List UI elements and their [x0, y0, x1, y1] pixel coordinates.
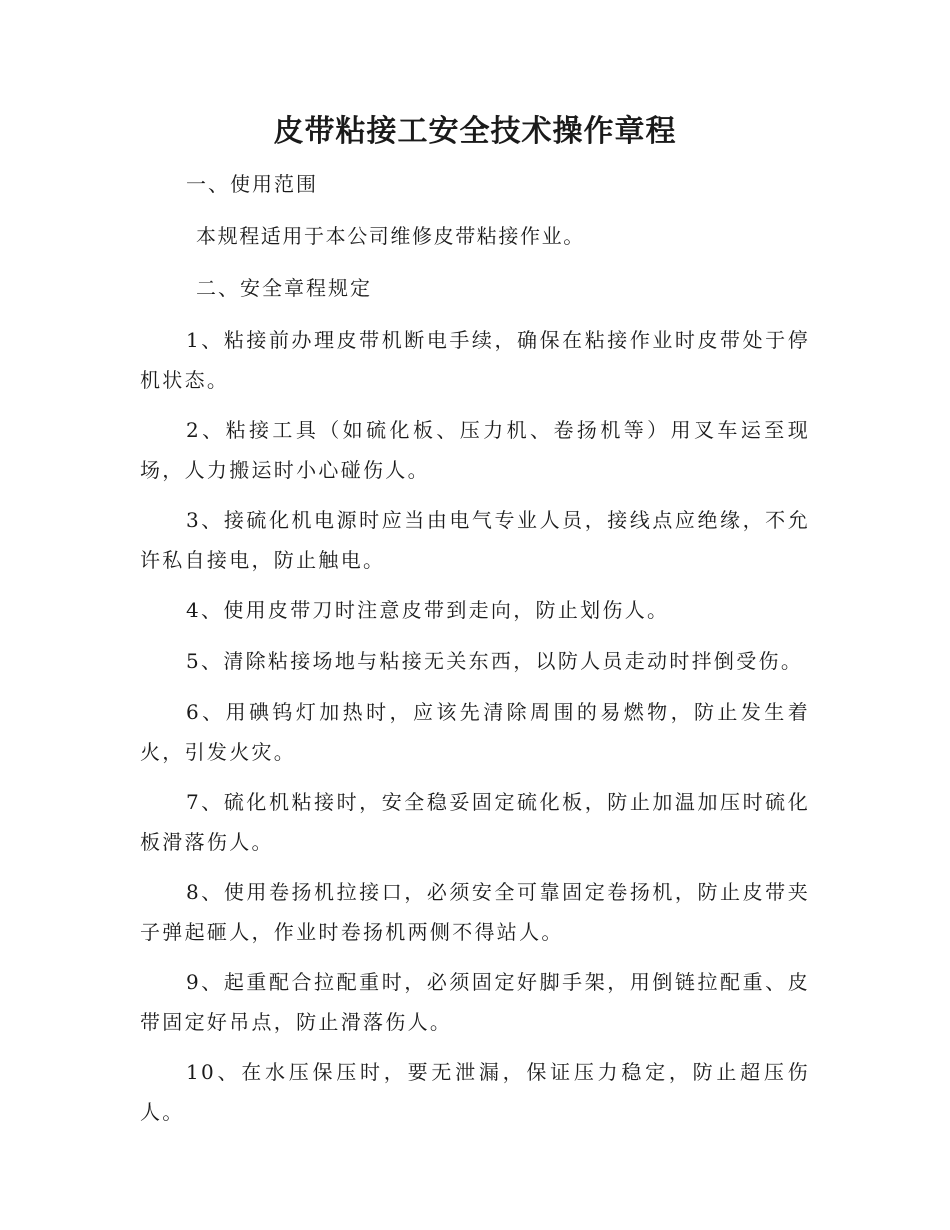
rule-item-1: 1、粘接前办理皮带机断电手续，确保在粘接作业时皮带处于停机状态。 — [140, 328, 810, 392]
rule-item-9: 9、起重配合拉配重时，必须固定好脚手架，用倒链拉配重、皮带固定好吊点，防止滑落伤人。 — [140, 970, 810, 1034]
rule-item-3: 3、接硫化机电源时应当由电气专业人员，接线点应绝缘，不允许私自接电，防止触电。 — [140, 508, 810, 572]
rule-item-10: 10、在水压保压时，要无泄漏，保证压力稳定，防止超压伤人。 — [140, 1060, 810, 1124]
scope-text: 本规程适用于本公司维修皮带粘接作业。 — [196, 224, 585, 248]
rule-item-6: 6、用碘钨灯加热时，应该先清除周围的易燃物，防止发生着火，引发火灾。 — [140, 700, 810, 764]
rule-item-5: 5、清除粘接场地与粘接无关东西，以防人员走动时拌倒受伤。 — [186, 649, 804, 673]
rule-item-8: 8、使用卷扬机拉接口，必须安全可靠固定卷扬机，防止皮带夹子弹起砸人，作业时卷扬机两侧不得站人。 — [140, 880, 810, 944]
section-heading-rules: 二、安全章程规定 — [196, 276, 372, 300]
section-heading-scope: 一、使用范围 — [186, 172, 318, 196]
document-title: 皮带粘接工安全技术操作章程 — [273, 114, 677, 149]
rule-item-7: 7、硫化机粘接时，安全稳妥固定硫化板，防止加温加压时硫化板滑落伤人。 — [140, 790, 810, 854]
rule-item-4: 4、使用皮带刀时注意皮带到走向，防止划伤人。 — [186, 598, 670, 622]
rule-item-2: 2、粘接工具（如硫化板、压力机、卷扬机等）用叉车运至现场，人力搬运时小心碰伤人。 — [140, 418, 810, 482]
